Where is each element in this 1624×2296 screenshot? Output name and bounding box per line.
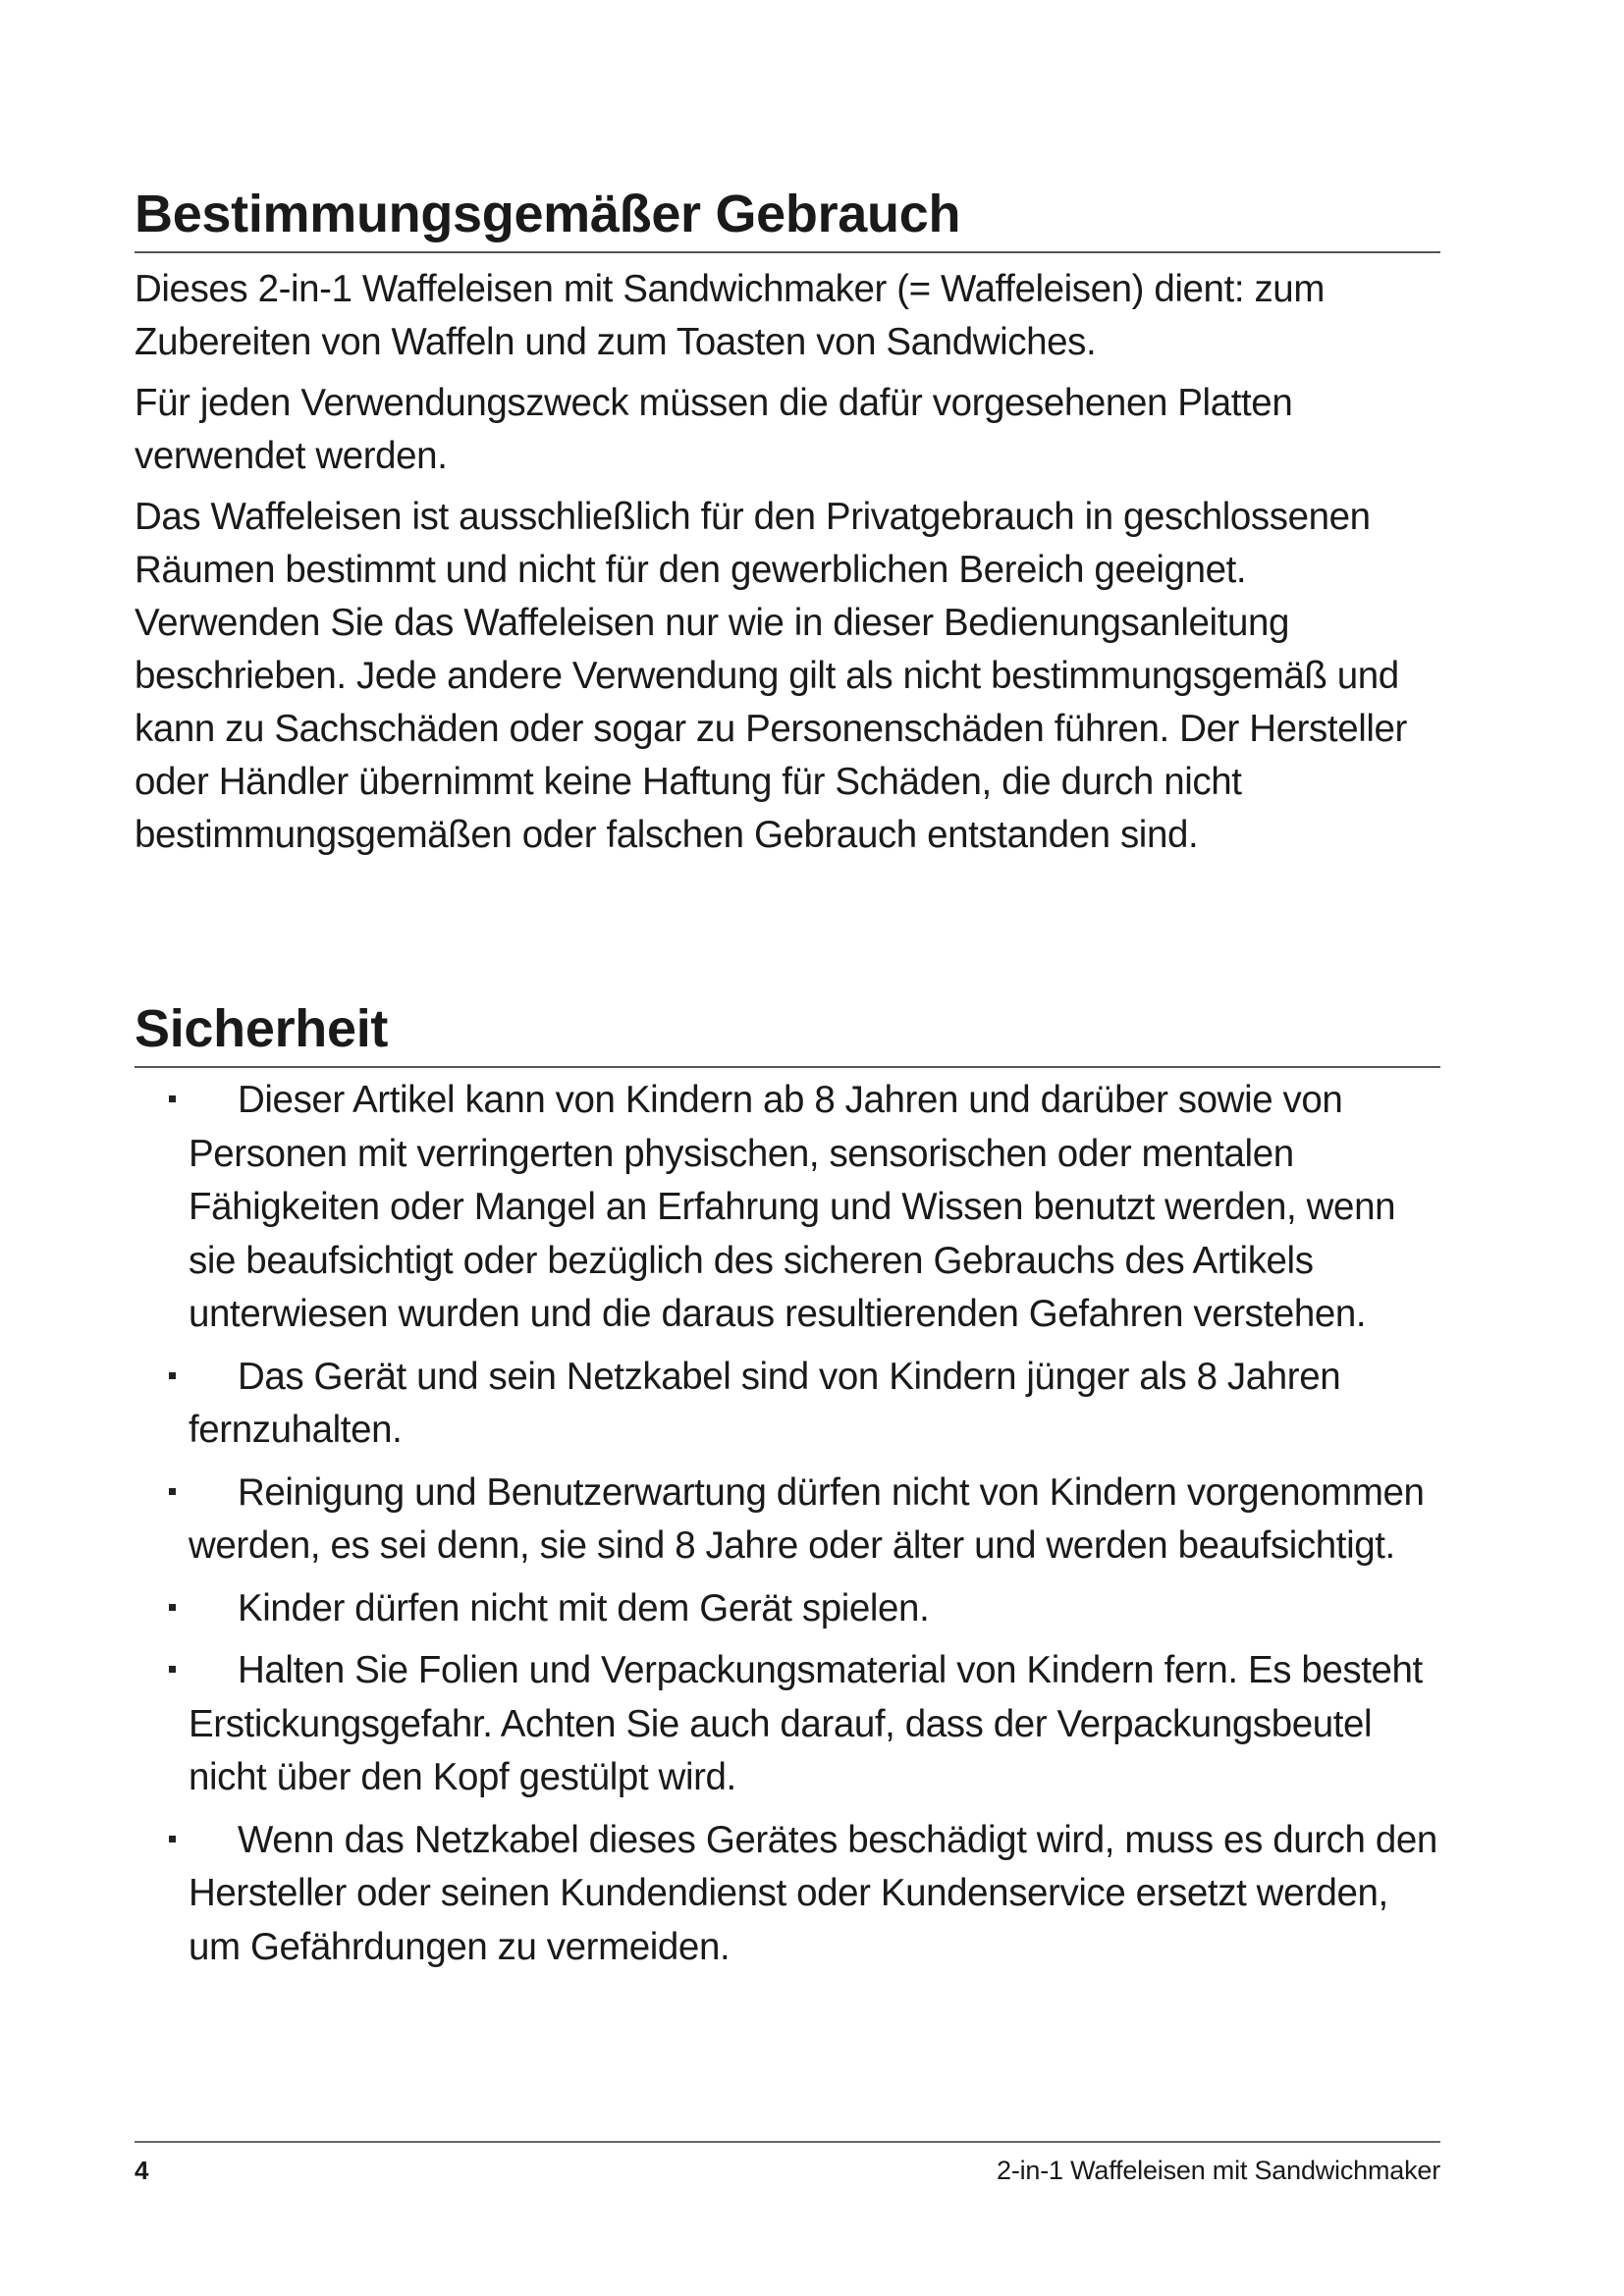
footer-divider — [135, 2141, 1440, 2143]
list-item-text: Kinder dürfen nicht mit dem Gerät spielen. — [238, 1586, 930, 1629]
paragraph-purpose: Dieses 2-in-1 Waffeleisen mit Sandwichmaker (= Waffeleisen) dient: zum Zubereiten von Waffeln und zum Toasten von Sandwiches. — [135, 268, 1325, 363]
bullet-square-icon — [169, 1488, 176, 1495]
page-number: 4 — [135, 2156, 149, 2185]
bullet-square-icon — [169, 1372, 176, 1379]
list-item — [135, 1074, 1440, 1342]
list-item-text: Dieser Artikel kann von Kindern ab 8 Jahren und darüber sowie von Personen mit verringerten physischen, sensorischen oder mentalen Fähigkeiten oder Mangel an Erfahrung und Wissen benutzt werden, wenn sie beaufsichtigt oder bezüglich des sicheren Gebrauchs des Artikels unterwiesen wurden und die daraus resultierenden Gefahren verstehen. — [189, 1079, 1396, 1335]
section-heading-intended-use: Bestimmungsgemäßer Gebrauch — [135, 185, 1440, 253]
section-heading-safety: Sicherheit — [135, 999, 1440, 1068]
list-item — [135, 1644, 1440, 1805]
list-item-text: Reinigung und Benutzerwartung dürfen nicht von Kindern vorgenommen werden, es sei denn, sie sind 8 Jahre oder älter und werden beaufsichtigt. — [189, 1470, 1425, 1567]
list-item-text: Halten Sie Folien und Verpackungsmaterial von Kindern fern. Es besteht Erstickungsgefahr. Achten Sie auch darauf, dass der Verpackungsbeutel nicht über den Kopf gestülpt wird. — [189, 1649, 1423, 1798]
list-item — [135, 1467, 1440, 1574]
list-item — [135, 1351, 1440, 1458]
list-item-text: Wenn das Netzkabel dieses Gerätes beschädigt wird, muss es durch den Hersteller oder seinen Kundendienst oder Kundenservice ersetzt werden, um Gefährdungen zu vermeiden. — [189, 1818, 1437, 1968]
bullet-square-icon — [169, 1666, 176, 1673]
paragraph-plates: Für jeden Verwendungszweck müssen die dafür vorgesehenen Platten verwendet werden. — [135, 382, 1293, 477]
list-item-text: Das Gerät und sein Netzkabel sind von Kindern jünger als 8 Jahren fernzuhalten. — [189, 1355, 1341, 1451]
footer-document-title: 2-in-1 Waffeleisen mit Sandwichmaker — [997, 2156, 1440, 2185]
list-item — [135, 1814, 1440, 1975]
section-intended-use — [135, 185, 1440, 862]
section-safety — [135, 999, 1440, 1983]
bullet-square-icon — [169, 1604, 176, 1611]
paragraph-private-use: Das Waffeleisen ist ausschließlich für den Privatgebrauch in geschlossenen Räumen bestimmt und nicht für den gewerblichen Bereich geeignet. Verwenden Sie das Waffeleisen nur wie in dieser Bedienungsanleitung beschrieben. Jede andere Verwendung gilt als nicht bestimmungsgemäß und kann zu Sachschäden oder sogar zu Personenschäden führen. Der Hersteller oder Händler übernimmt keine Haftung für Schäden, die durch nicht bestimmungsgemäßen oder falschen Gebrauch entstanden sind. — [135, 496, 1407, 856]
list-item — [135, 1582, 1440, 1636]
safety-list — [135, 1068, 1440, 1974]
section-body-intended-use — [135, 253, 1440, 862]
bullet-square-icon — [169, 1836, 176, 1842]
bullet-square-icon — [169, 1095, 176, 1102]
